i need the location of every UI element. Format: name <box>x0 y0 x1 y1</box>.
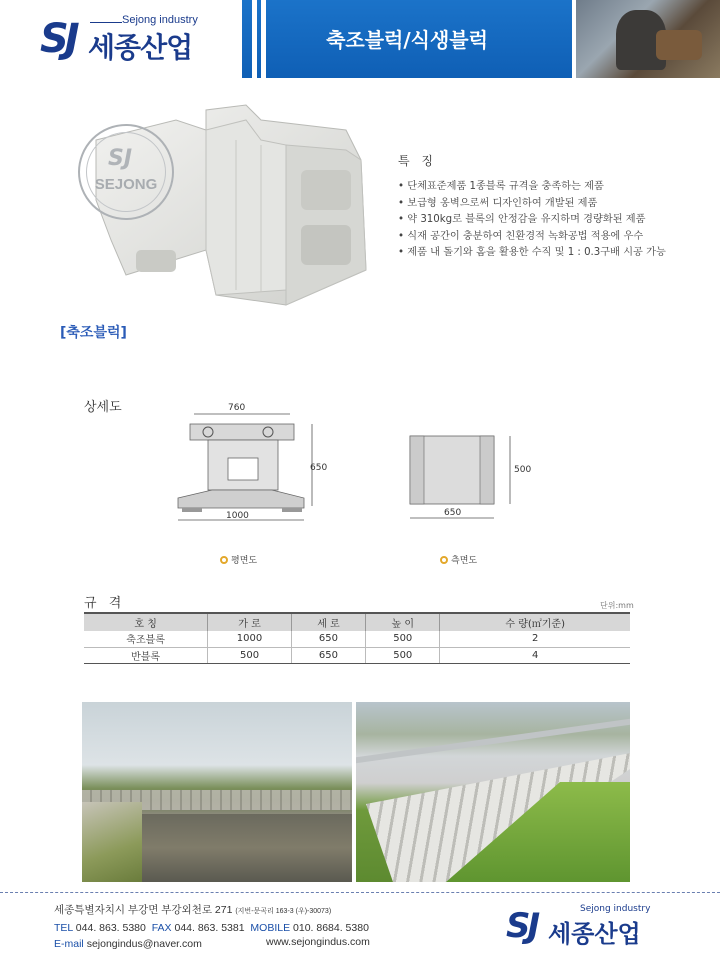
table-cell: 1000 <box>208 631 292 647</box>
spec-table <box>84 612 630 664</box>
table-cell: 500 <box>366 647 440 663</box>
mobile-value: 010. 8684. 5380 <box>293 922 369 934</box>
feature-item: • 약 310kg로 블록의 안정감을 유지하며 경량화된 제품 <box>398 214 646 225</box>
plan-base <box>178 490 304 508</box>
logo-korean: 세종산업 <box>548 920 641 948</box>
page-title: 축조블럭/식생블럭 <box>326 28 488 52</box>
footer-divider <box>0 892 720 893</box>
photo-guardrail <box>356 719 630 764</box>
table-row <box>84 631 630 647</box>
plan-slot <box>228 458 258 480</box>
footer-address: 세종특별자치시 부강면 부강외천로 271 <box>54 904 233 916</box>
feature-item: • 단체표준제품 1종블록 규격을 충족하는 제품 <box>398 181 604 192</box>
feature-item: • 식재 공간이 충분하여 친환경적 녹화공법 적용에 우수 <box>398 230 644 242</box>
feature-item: • 제품 내 돌기와 홈을 활용한 수직 및 1 : 0.3구배 시공 가능 <box>398 247 666 258</box>
logo-line <box>90 22 122 23</box>
side-drawing <box>400 428 540 528</box>
product-caption: [축조블럭] <box>60 325 127 341</box>
footer-contact <box>54 902 369 952</box>
drawings-label: 상세도 <box>84 400 122 415</box>
watermark-ring <box>86 132 166 212</box>
features-title: 특 징 <box>398 154 437 168</box>
plan-top-width: 760 <box>228 403 246 413</box>
logo-english: Sejong industry <box>122 14 198 26</box>
watermark-mark: SJ <box>108 146 133 171</box>
side-caption: 측면도 <box>440 553 477 566</box>
logo-mark: SJ <box>506 906 538 946</box>
tel-label: TEL <box>54 922 73 934</box>
bullet-icon <box>220 556 228 564</box>
plan-height: 650 <box>310 463 328 473</box>
spec-unit: 단위:mm <box>600 601 634 610</box>
road-wall-photo <box>356 702 630 882</box>
spec-label: 규 격 <box>84 596 126 611</box>
footer-address-detail: (지번-문곡리 163-3 (우)-30073) <box>235 908 332 915</box>
tel-value: 044. 863. 5380 <box>75 922 146 934</box>
bullet-icon <box>440 556 448 564</box>
watermark-seal <box>78 124 174 220</box>
plan-foot <box>282 508 302 512</box>
title-banner <box>242 0 572 78</box>
header <box>0 0 720 78</box>
footer-address-line <box>54 902 369 920</box>
table-cell: 500 <box>208 647 292 663</box>
fax-label: FAX <box>151 922 172 934</box>
logo-english: Sejong industry <box>580 904 651 914</box>
side-width: 650 <box>444 508 462 518</box>
company-logo <box>40 14 230 64</box>
plan-bottom-width: 1000 <box>226 511 249 521</box>
side-panel <box>410 436 424 504</box>
email-value[interactable]: sejongindus@naver.com <box>86 938 202 950</box>
email-label: E-mail <box>54 938 84 950</box>
column-header: 가 로 <box>208 613 292 631</box>
features-list <box>398 179 698 262</box>
plan-drawing <box>172 398 332 528</box>
column-header: 수 량(㎡기준) <box>440 613 630 631</box>
table-cell: 2 <box>440 631 630 647</box>
table-cell: 500 <box>366 631 440 647</box>
table-cell: 650 <box>291 647 365 663</box>
table-header-row <box>84 613 630 631</box>
column-header: 높 이 <box>366 613 440 631</box>
table-cell: 4 <box>440 647 630 663</box>
column-header: 호 칭 <box>84 613 208 631</box>
table-cell: 반블록 <box>84 647 208 663</box>
plan-foot <box>182 508 202 512</box>
mobile-label: MOBILE <box>250 922 291 934</box>
logo-korean: 세종산업 <box>88 31 193 64</box>
river-wall-photo <box>82 702 352 882</box>
plan-caption: 평면도 <box>220 553 257 566</box>
table-cell: 650 <box>291 631 365 647</box>
table-cell: 축조블록 <box>84 631 208 647</box>
logo-mark: SJ <box>40 16 76 62</box>
side-panel <box>480 436 494 504</box>
side-height: 500 <box>514 465 532 475</box>
photo-bank <box>82 802 142 882</box>
table-row <box>84 647 630 663</box>
watermark-text: SEJONG <box>94 176 158 193</box>
plan-top-part <box>190 424 294 440</box>
header-photo <box>576 0 720 78</box>
photo-object <box>656 30 702 60</box>
feature-item: • 보급형 옹벽으로써 디자인하여 개발된 제품 <box>398 197 598 209</box>
website-link[interactable]: www.sejongindus.com <box>266 936 370 948</box>
fax-value: 044. 863. 5381 <box>174 922 245 934</box>
column-header: 세 로 <box>291 613 365 631</box>
features-section <box>398 152 698 262</box>
footer-logo <box>506 904 676 948</box>
